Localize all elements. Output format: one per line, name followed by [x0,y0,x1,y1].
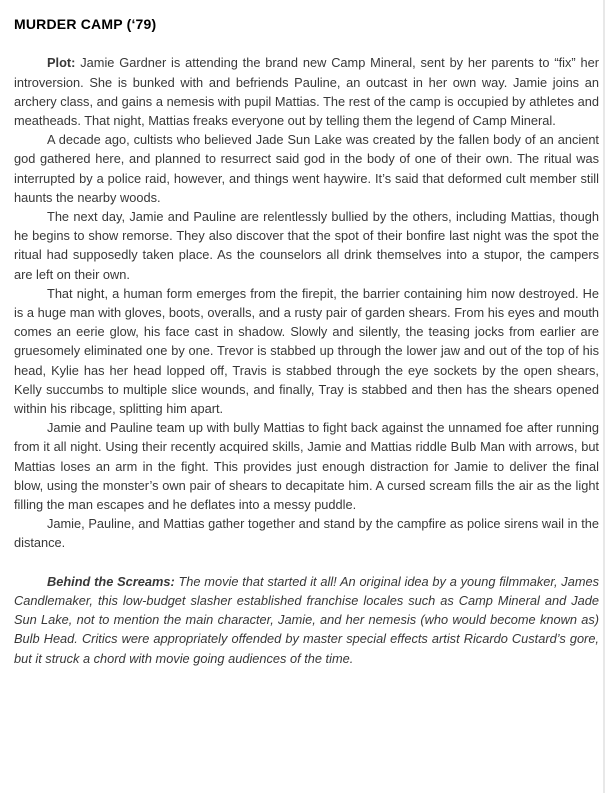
paragraph-killings: That night, a human form emerges from the firepit, the barrier containing him now destroyed. He is a huge man with gloves, boots, overalls, and a rusty pair of garden shears. From his eyes and mouth comes an eerie glow, his face cast in shadow. Slowly and silently, the teasing jocks from earlier are gruesomely eliminated one by one. Trevor is stabbed up through the lower jaw and out of the top of his head, Kylie has her head lopped off, Travis is stabbed through the eye sockets by the open shears, Kelly succumbs to multiple slice wounds, and finally, Tray is stabbed and then has the shears opened within his ribcage, splitting him apart. [14,285,599,417]
document-title: MURDER CAMP (‘79) [14,16,157,32]
plot-label: Plot: [47,55,76,71]
paragraph-fight-back: Jamie and Pauline team up with bully Mattias to fight back against the unnamed foe after running from it all night. Using their recently acquired skills, Jamie and Mattias riddle Bulb Man with arrows, but Mattias loses an arm in the fight. This provides just enough distraction for Jamie to deliver the final blow, using the monster’s own pair of shears to decapitate him. A cursed scream fills the air as the light filling the man escapes and he deflates into a messy puddle. [14,420,599,513]
paragraph-legend-backstory: A decade ago, cultists who believed Jade Sun Lake was created by the fallen body of an ancient god gathered here, and planned to resurrect said god in the body of one of their own. The ritual was interrupted by a police raid, however, and things went haywire. It’s said that deformed cult member still haunts the nearby woods. [14,132,599,205]
page-edge-line [603,0,605,793]
paragraph-next-day: The next day, Jamie and Pauline are relentlessly bullied by the others, including Mattias, though he begins to show remorse. They also discover that the spot of their bonfire last night was the spot the ritual had supposedly taken place. As the counselors all drink themselves into a stupor, the campers are left on their own. [14,209,599,282]
behind-the-screams-label: Behind the Screams: [47,573,175,589]
paragraph-plot [14,53,599,130]
behind-the-screams-text: The movie that started it all! An original idea by a young filmmaker, James Candlemaker, this low-budget slasher established franchise locales such as Camp Mineral and Jade Sun Lake, not to mention the main character, Jamie, and her nemesis (who would become known as) Bulb Head. Critics were appropriately offended by master special effects artist Ricardo Custard’s gore, but it struck a chord with movie going audiences of the time. [14,573,599,666]
plot-text: Jamie Gardner is attending the brand new Camp Mineral, sent by her parents to “fix” her introversion. She is bunked with and befriends Pauline, an outcast in her own way. Jamie joins an archery class, and gains a nemesis with pupil Mattias. The rest of the camp is occupied by athletes and meatheads. That night, Mattias freaks everyone out by telling them the legend of Camp Mineral. [14,55,599,128]
paragraph-behind-the-screams [14,572,599,668]
paragraph-ending: Jamie, Pauline, and Mattias gather together and stand by the campfire as police sirens wail in the distance. [14,516,599,551]
